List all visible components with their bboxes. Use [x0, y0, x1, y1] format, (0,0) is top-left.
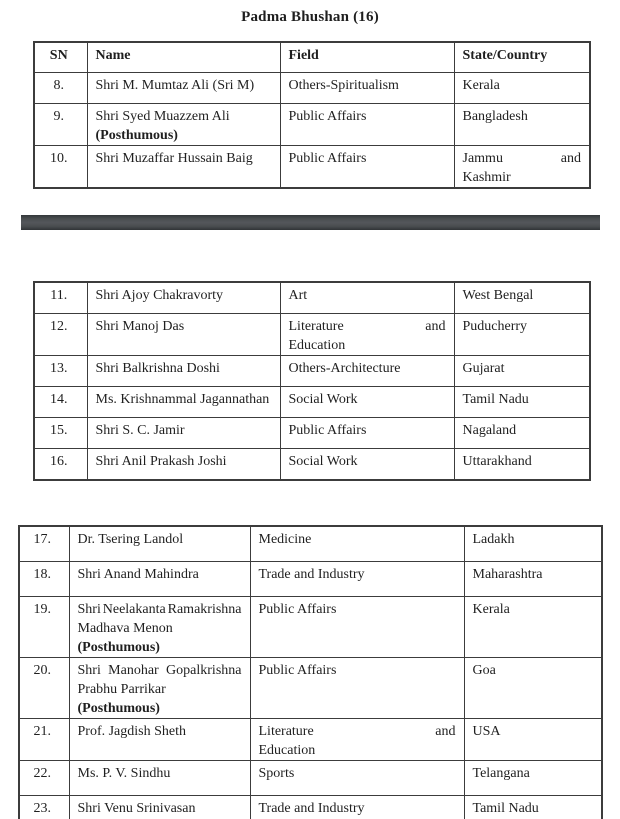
column-header-field: Field	[280, 42, 454, 73]
text-line: Shri M. Mumtaz Ali (Sri M)	[95, 78, 255, 93]
field-cell	[250, 597, 464, 658]
state-cell	[454, 449, 590, 481]
text-line: 8.	[53, 78, 64, 93]
text-line: Prabhu Parrikar (Posthumous)	[77, 682, 166, 716]
field-cell	[250, 796, 464, 819]
field-cell	[280, 449, 454, 481]
text-line: Kerala	[462, 78, 500, 93]
sn-cell	[34, 356, 87, 387]
name-cell	[69, 719, 250, 761]
text-line: Ms. Krishnammal Jagannathan	[95, 392, 270, 407]
text-line: 12.	[50, 319, 68, 334]
state-cell	[464, 562, 602, 597]
text-line: Puducherry	[462, 319, 528, 334]
table-row	[19, 658, 602, 719]
field-cell	[250, 526, 464, 562]
name-cell	[69, 761, 250, 796]
name-cell	[87, 449, 280, 481]
sn-cell	[19, 562, 69, 597]
text-line: 23.	[33, 801, 51, 816]
text-line: Telangana	[472, 766, 530, 781]
name-cell	[87, 418, 280, 449]
text-line: Trade and Industry	[258, 801, 365, 816]
name-cell	[69, 796, 250, 819]
sn-cell	[19, 796, 69, 819]
name-cell	[87, 73, 280, 104]
text-line: Shri Anil Prakash Joshi	[95, 454, 227, 469]
name-cell	[69, 597, 250, 658]
table-body-rows-11-16	[34, 282, 590, 480]
table-row	[34, 282, 590, 314]
text-line: Shri Syed Muazzem Ali	[95, 109, 230, 124]
state-cell	[454, 104, 590, 146]
text-line: Shri Venu Srinivasan	[77, 801, 196, 816]
sn-cell	[34, 418, 87, 449]
field-cell	[280, 387, 454, 418]
justified-text-line: Shri Manohar Gopalkrishna	[77, 663, 242, 678]
sn-cell	[34, 146, 87, 189]
table-row	[34, 314, 590, 356]
page-title: Padma Bhushan (16)	[241, 9, 379, 25]
name-cell	[87, 146, 280, 189]
field-cell	[280, 73, 454, 104]
text-line: 17.	[33, 532, 51, 547]
text-line: Education	[288, 338, 346, 353]
sn-cell	[19, 526, 69, 562]
state-cell	[454, 356, 590, 387]
field-cell	[250, 719, 464, 761]
text-line: Shri Balkrishna Doshi	[95, 361, 220, 376]
sn-cell	[34, 314, 87, 356]
page-break-bar	[21, 215, 600, 230]
sn-cell	[34, 387, 87, 418]
text-line: 18.	[33, 567, 51, 582]
text-line: USA	[472, 724, 501, 739]
text-line: (Posthumous)	[95, 128, 178, 143]
table-row	[34, 73, 590, 104]
text-line: Tamil Nadu	[472, 801, 539, 816]
text-line: Sports	[258, 766, 295, 781]
sn-cell	[34, 104, 87, 146]
table-body-rows-17-23	[19, 526, 602, 819]
sn-cell	[19, 761, 69, 796]
text-line: Maharashtra	[472, 567, 543, 582]
table-body-rows-8-10	[34, 73, 590, 189]
awards-table-part3	[18, 525, 603, 819]
name-cell	[69, 658, 250, 719]
name-cell	[87, 356, 280, 387]
text-line: Dr. Tsering Landol	[77, 532, 184, 547]
table-row	[34, 146, 590, 189]
text-line: 9.	[53, 109, 64, 124]
text-line: Ms. P. V. Sindhu	[77, 766, 171, 781]
text-line: Public Affairs	[288, 109, 367, 124]
name-cell	[87, 387, 280, 418]
text-line: Social Work	[288, 454, 358, 469]
table-row	[19, 719, 602, 761]
field-cell	[280, 146, 454, 189]
sn-cell	[19, 597, 69, 658]
text-line: Madhava Menon (Posthumous)	[77, 621, 173, 655]
text-line: Social Work	[288, 392, 358, 407]
text-line: Shri Ajoy Chakravorty	[95, 288, 224, 303]
field-cell	[250, 658, 464, 719]
state-cell	[464, 597, 602, 658]
text-line: Public Affairs	[258, 663, 337, 678]
table-row	[34, 449, 590, 481]
justified-text-line: Shri Neelakanta Ramakrishna	[77, 602, 242, 617]
table-row	[19, 761, 602, 796]
table-row	[19, 597, 602, 658]
table-row	[19, 526, 602, 562]
text-line: 14.	[50, 392, 68, 407]
state-cell	[464, 761, 602, 796]
text-line: 16.	[50, 454, 68, 469]
table-row	[34, 387, 590, 418]
text-line: Kerala	[472, 602, 510, 617]
text-line: Shri Manoj Das	[95, 319, 185, 334]
text-line: Public Affairs	[258, 602, 337, 617]
column-header-name: Name	[87, 42, 280, 73]
header-row	[34, 42, 590, 73]
text-line: Others-Spiritualism	[288, 78, 399, 93]
field-cell	[280, 282, 454, 314]
table-row	[34, 418, 590, 449]
text-line: Shri S. C. Jamir	[95, 423, 185, 438]
text-line: 13.	[50, 361, 68, 376]
field-cell	[280, 104, 454, 146]
state-cell	[464, 658, 602, 719]
name-cell	[69, 526, 250, 562]
state-cell	[454, 314, 590, 356]
state-cell	[454, 418, 590, 449]
awards-table-part2	[33, 281, 591, 481]
awards-table-part1	[33, 41, 591, 189]
table-row	[34, 104, 590, 146]
text-line: Prof. Jagdish Sheth	[77, 724, 186, 739]
field-cell	[280, 314, 454, 356]
text-line: Ladakh	[472, 532, 515, 547]
name-cell	[87, 314, 280, 356]
table-header-row	[34, 42, 590, 73]
text-line: Gujarat	[462, 361, 505, 376]
text-line: Education	[258, 743, 316, 758]
justified-text-line: Literature and	[258, 724, 456, 739]
text-line: Art	[288, 288, 308, 303]
text-line: 21.	[33, 724, 51, 739]
text-line: Goa	[472, 663, 496, 678]
text-line: Nagaland	[462, 423, 517, 438]
sn-cell	[34, 73, 87, 104]
sn-cell	[19, 719, 69, 761]
name-cell	[69, 562, 250, 597]
text-line: Shri Anand Mahindra	[77, 567, 199, 582]
text-line: Uttarakhand	[462, 454, 532, 469]
text-line: Public Affairs	[288, 423, 367, 438]
text-line: 22.	[33, 766, 51, 781]
field-cell	[280, 356, 454, 387]
text-line: Trade and Industry	[258, 567, 365, 582]
text-line: 11.	[50, 288, 68, 303]
sn-cell	[34, 282, 87, 314]
justified-text-line: Literature and	[288, 319, 446, 334]
sn-cell	[34, 449, 87, 481]
text-line: 10.	[50, 151, 68, 166]
table-row	[19, 796, 602, 819]
state-cell	[454, 387, 590, 418]
text-line: Bangladesh	[462, 109, 528, 124]
field-cell	[250, 761, 464, 796]
table-row	[34, 356, 590, 387]
text-line: West Bengal	[462, 288, 534, 303]
column-header-state-country: State/Country	[454, 42, 590, 73]
field-cell	[280, 418, 454, 449]
field-cell	[250, 562, 464, 597]
state-cell	[454, 146, 590, 189]
text-line: 19.	[33, 602, 51, 617]
column-header-sn: SN	[34, 42, 87, 73]
state-cell	[464, 796, 602, 819]
name-cell	[87, 282, 280, 314]
state-cell	[464, 719, 602, 761]
state-cell	[454, 282, 590, 314]
table-row	[19, 562, 602, 597]
text-line: Tamil Nadu	[462, 392, 529, 407]
text-line: 15.	[50, 423, 68, 438]
name-cell	[87, 104, 280, 146]
justified-text-line: Jammu and	[462, 151, 581, 166]
text-line: 20.	[33, 663, 51, 678]
text-line: Shri Muzaffar Hussain Baig	[95, 151, 253, 166]
state-cell	[454, 73, 590, 104]
text-line: Others-Architecture	[288, 361, 401, 376]
text-line: Medicine	[258, 532, 312, 547]
text-line: Public Affairs	[288, 151, 367, 166]
sn-cell	[19, 658, 69, 719]
state-cell	[464, 526, 602, 562]
text-line: Kashmir	[462, 170, 511, 185]
